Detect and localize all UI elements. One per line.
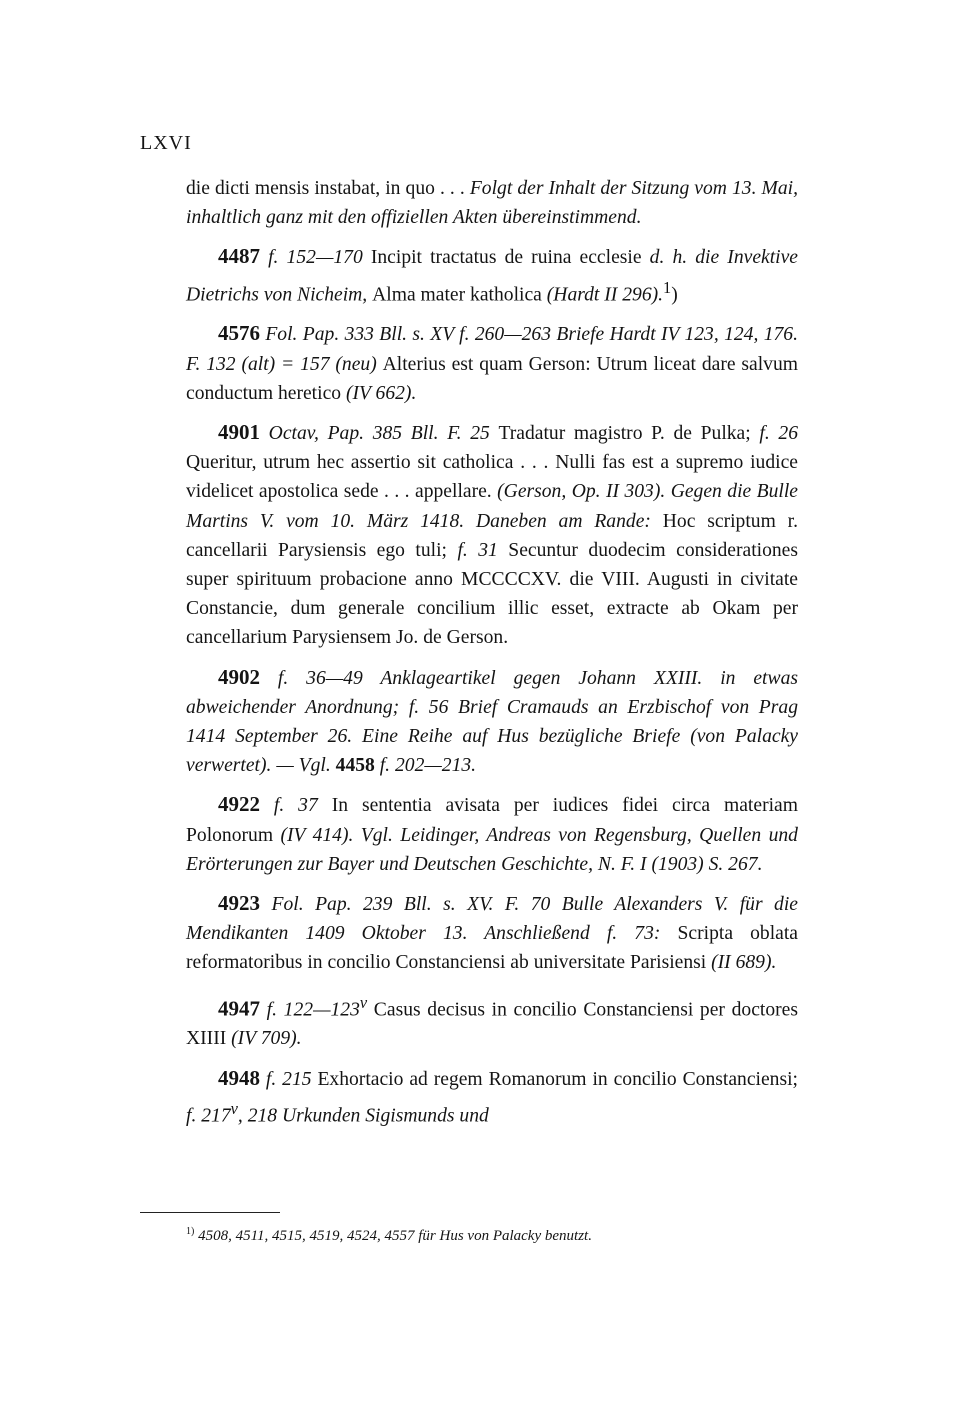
entry-text: Tradatur magistro P. de Pulka; bbox=[498, 422, 760, 444]
entry-text: (Gerson, Op. II 303). Gegen die Bulle Martins V. vom 10. März 1418. Daneben am Rande: bbox=[186, 481, 798, 532]
entry-text: ) bbox=[671, 284, 678, 306]
footnote-text: 4508, 4511, 4515, 4519, 4524, 4557 für Hus von Palacky benutzt. bbox=[198, 1228, 592, 1244]
entry-text: Incipit tractatus de ruina ecclesie bbox=[370, 247, 650, 269]
catalog-entry bbox=[186, 790, 798, 879]
entry-text: (Hardt II 296). bbox=[546, 284, 664, 306]
catalog-entry bbox=[186, 1064, 798, 1131]
entry-text: f. 122—123 bbox=[260, 999, 360, 1021]
entry-text: d. h. die Invektive Dietrichs von Nicheim, bbox=[186, 247, 798, 306]
entry-text: Alterius est quam Gerson: Utrum liceat dare salvum conductum heretico bbox=[186, 353, 799, 404]
entry-text: (II 689). bbox=[711, 952, 777, 974]
entry-text: In sententia avisata per iudices fidei circa materiam Polonorum bbox=[186, 795, 798, 846]
catalog-entry bbox=[186, 174, 798, 232]
entry-text: (IV 414). Vgl. Leidinger, Andreas von Regensburg, Quellen und Erörterungen zur Bayer und Deutschen Geschichte, N. F. I (1903) S. 267. bbox=[186, 824, 798, 875]
entry-text: f. 26 bbox=[759, 422, 798, 444]
entry-text: f. 202—213. bbox=[374, 755, 477, 777]
catalog-entry bbox=[186, 889, 798, 978]
entry-text: Exhortacio ad regem Romanorum in concilio Constanciensi; bbox=[317, 1068, 798, 1090]
catalog-entries bbox=[186, 174, 798, 1140]
footnote-rule bbox=[140, 1212, 280, 1213]
entry-text: Fol. Pap. 239 Bll. s. XV. F. 70 Bulle Alexanders V. für die Mendikanten 1409 Oktober 13. Anschließend f. 73: bbox=[186, 894, 798, 945]
catalog-entry bbox=[186, 319, 798, 408]
entry-text: Secuntur duodecim considerationes super spirituum probacione anno MCCCCXV. die VIII. Augusti in civitate Constancie, dum generale concilium illic esset, extracte ab Okam per cancellarium Parysiensem Jo. de Gerson. bbox=[186, 539, 798, 649]
entry-number: 4902 bbox=[218, 664, 260, 689]
catalog-entry bbox=[186, 988, 798, 1054]
entry-text: (IV 709). bbox=[231, 1028, 302, 1050]
entry-text: die dicti mensis instabat, in quo . . . bbox=[186, 178, 470, 199]
entry-text: Folgt der Inhalt der Sitzung vom 13. Mai, inhaltlich ganz mit den offiziellen Akten übereinstimmend. bbox=[186, 178, 798, 229]
entry-text: Hoc scriptum r. cancellarii Parysiensis ego tuli; bbox=[186, 510, 798, 561]
footnote bbox=[186, 1226, 786, 1245]
entry-number: 4487 bbox=[218, 244, 260, 269]
entry-text: 1 bbox=[663, 277, 672, 297]
entry-text: v bbox=[230, 1098, 238, 1118]
entry-text: f. 215 bbox=[260, 1068, 318, 1090]
entry-text: Fol. Pap. 333 Bll. s. XV f. 260—263 Briefe Hardt IV 123, 124, 176. F. 132 (alt) = 157 (neu) bbox=[186, 324, 798, 375]
catalog-entry bbox=[186, 663, 798, 781]
catalog-entry bbox=[186, 418, 798, 653]
entry-number: 4901 bbox=[218, 419, 260, 444]
entry-text: Casus decisus in concilio Constanciensi per doctores XIIII bbox=[186, 999, 798, 1050]
entry-number: 4948 bbox=[218, 1065, 260, 1090]
catalog-entry bbox=[186, 242, 798, 309]
footnote-marker: 1) bbox=[186, 1226, 195, 1237]
entry-text: , 218 Urkunden Sigismunds und bbox=[237, 1105, 489, 1127]
entry-text: f. 36—49 Anklageartikel gegen Johann XXIII. in etwas abweichender Anordnung; f. 56 Brief Cramauds an Erzbischof von Prag 1414 September 26. Eine Reihe auf Hus bezügliche Briefe (von Palacky verwertet). — Vgl. bbox=[186, 667, 798, 777]
entry-text: Scripta oblata reformatoribus in concilio Constanciensi ab universitate Parisiensi bbox=[186, 923, 798, 974]
entry-text: Alma mater katholica bbox=[372, 284, 547, 306]
entry-number: 4923 bbox=[218, 891, 260, 915]
entry-text: f. 152—170 bbox=[260, 247, 371, 269]
entry-text: v bbox=[359, 992, 368, 1012]
entry-number: 4576 bbox=[218, 321, 260, 346]
entry-text: Queritur, utrum hec assertio sit catholica . . . Nulli fas est a supremo iudice videlicet apostolica sede . . . appellare. bbox=[186, 452, 798, 503]
entry-text: 4458 bbox=[335, 755, 375, 777]
entry-text: f. 37 bbox=[260, 795, 332, 817]
entry-text: (IV 662). bbox=[345, 382, 417, 404]
entry-text: Octav, Pap. 385 Bll. F. 25 bbox=[260, 422, 499, 444]
entry-number: 4922 bbox=[218, 792, 260, 817]
entry-text: f. 217 bbox=[186, 1105, 231, 1127]
running-head: LXVI bbox=[140, 132, 192, 154]
entry-number: 4947 bbox=[218, 996, 260, 1021]
entry-text: f. 31 bbox=[457, 539, 509, 561]
